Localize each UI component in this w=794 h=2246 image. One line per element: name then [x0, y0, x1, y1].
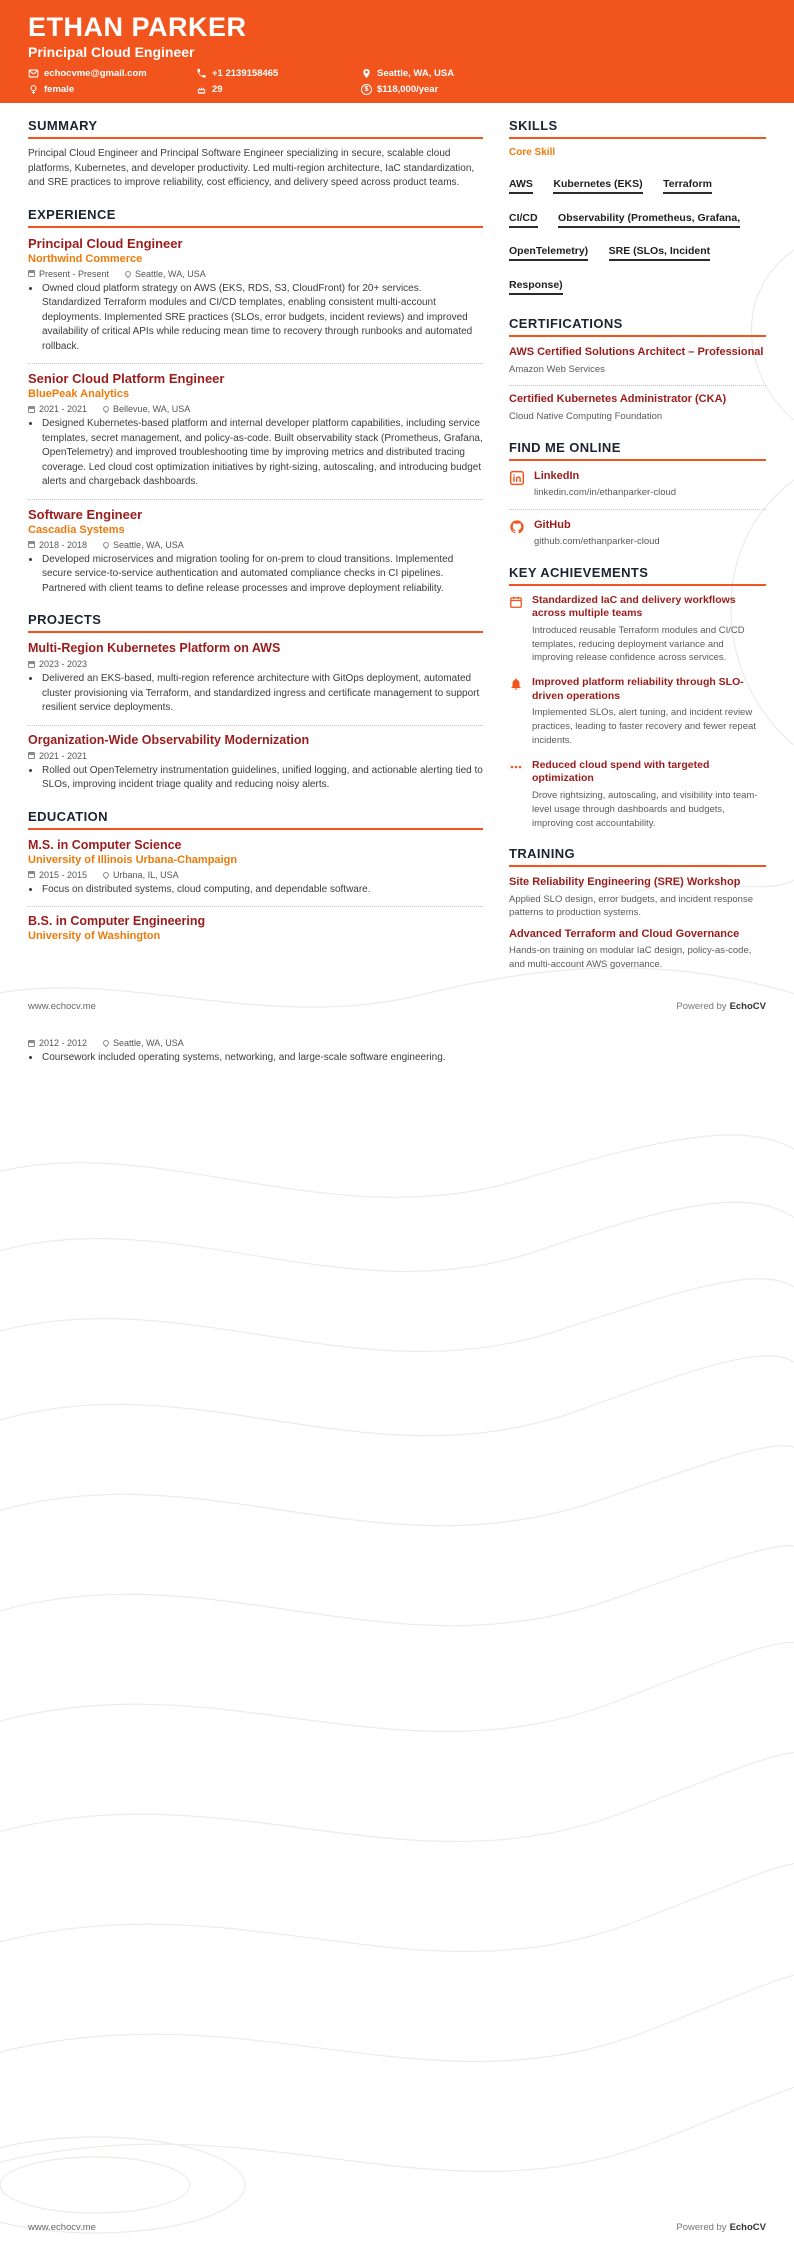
- social-link-text: [534, 469, 676, 500]
- right-column: [509, 118, 766, 979]
- contact-gender-value: female: [44, 83, 75, 95]
- certifications-heading: CERTIFICATIONS: [509, 316, 766, 337]
- project-item: [28, 733, 483, 793]
- education-dates: 2015 - 2015: [28, 870, 87, 880]
- job-meta: [28, 404, 483, 414]
- salary-icon: [361, 84, 372, 95]
- calendar-icon: [28, 661, 35, 668]
- job-title: Senior Cloud Platform Engineer: [28, 371, 225, 386]
- degree-title: B.S. in Computer Engineering: [28, 914, 206, 928]
- achievement-item: [509, 676, 766, 748]
- location-pin-icon: [102, 1039, 110, 1047]
- job-meta: [28, 540, 483, 550]
- job-bullet-list: [41, 417, 483, 490]
- project-bullet-list: [41, 672, 483, 716]
- project-bullet: • Rolled out OpenTelemetry instrumentation guidelines, unified logging, and actionable alerting tied to SLOs, improving incident triage quality and reducing noisy alerts.: [41, 764, 483, 793]
- education-continued: [0, 1038, 510, 1066]
- contact-age-value: 29: [212, 83, 223, 95]
- ellipsis-icon: [509, 760, 523, 774]
- calendar-icon: [28, 270, 35, 277]
- education-meta: [28, 870, 483, 880]
- github-icon: [509, 519, 525, 535]
- skill-group-label: Core Skill: [509, 147, 556, 158]
- contact-gender: [28, 84, 196, 95]
- contact-age: [196, 84, 361, 95]
- page-footer: [0, 1001, 794, 1012]
- achievement-item: [509, 594, 766, 666]
- footer-site-link[interactable]: www.echocv.me: [28, 2222, 96, 2233]
- achievement-body: [532, 594, 766, 666]
- footer-powered-label: Powered by: [676, 2222, 727, 2233]
- skill-tag: Observability (Prometheus, Grafana, OpenTelemetry): [509, 212, 740, 262]
- achievement-body: [532, 759, 766, 831]
- social-network-name: GitHub: [534, 518, 571, 531]
- training-item: [509, 875, 766, 920]
- job-location: Bellevue, WA, USA: [103, 404, 190, 414]
- left-column: [28, 118, 483, 979]
- project-bullet: • Delivered an EKS-based, multi-region reference architecture with GitOps deployment, automated cluster provisioning via Terraform, and standardized ingress and certificate management to support resilient service deployments.: [41, 672, 483, 716]
- projects-heading: PROJECTS: [28, 612, 483, 633]
- contact-email-value: echocvme@gmail.com: [44, 67, 147, 79]
- project-meta: [28, 751, 483, 761]
- training-heading: TRAINING: [509, 846, 766, 867]
- job-title: Principal Cloud Engineer: [28, 235, 183, 251]
- summary-heading: SUMMARY: [28, 118, 483, 139]
- education-item: [28, 914, 483, 942]
- footer-powered-label: Powered by: [676, 1001, 727, 1013]
- calendar-icon: [509, 595, 523, 609]
- training-name: Site Reliability Engineering (SRE) Workshop: [509, 876, 741, 889]
- project-item: [28, 641, 483, 716]
- footer-brand: EchoCV: [729, 1001, 766, 1013]
- social-link-item: [509, 518, 766, 549]
- achievement-title: Standardized IaC and delivery workflows across multiple teams: [532, 593, 736, 620]
- age-icon: [196, 84, 207, 95]
- job-title: Software Engineer: [28, 506, 143, 522]
- main-content: [0, 103, 794, 979]
- certification-name: Certified Kubernetes Administrator (CKA): [509, 393, 727, 406]
- location-pin-icon: [124, 269, 132, 277]
- location-pin-icon: [102, 405, 110, 413]
- social-link-url[interactable]: linkedin.com/in/ethanparker-cloud: [534, 486, 677, 498]
- training-text: Applied SLO design, error budgets, and incident response patterns to production systems.: [509, 893, 753, 919]
- company-name: Cascadia Systems: [28, 523, 125, 536]
- job-dates: 2021 - 2021: [28, 404, 87, 414]
- education-item: [28, 838, 483, 898]
- calendar-icon: [28, 752, 35, 759]
- job-dates: 2018 - 2018: [28, 540, 87, 550]
- experience-heading: EXPERIENCE: [28, 207, 483, 228]
- divider: [509, 385, 766, 386]
- summary-text: Principal Cloud Engineer and Principal Software Engineer specializing in secure, scalable cloud platforms, Kubernetes, and developer productivity. Led multi-region architecture, IaC standardization, and SRE practices to improve reliability, cost efficiency, and delivery speed across product teams.: [28, 148, 475, 188]
- contact-location: [361, 68, 766, 79]
- divider: [28, 725, 483, 726]
- divider: [28, 906, 483, 907]
- education-bullet: • Focus on distributed systems, cloud computing, and dependable software.: [41, 883, 483, 898]
- social-link-text: [534, 518, 660, 549]
- person-title: Principal Cloud Engineer: [28, 43, 195, 60]
- certification-name: AWS Certified Solutions Architect – Professional: [509, 346, 764, 359]
- project-bullet-list: [41, 764, 483, 793]
- footer-powered: [676, 2222, 766, 2233]
- contact-email: [28, 68, 196, 79]
- calendar-icon: [28, 406, 35, 413]
- social-network-name: LinkedIn: [534, 469, 580, 482]
- project-title: Organization-Wide Observability Modernization: [28, 732, 310, 747]
- header: [0, 0, 794, 103]
- email-icon: [28, 68, 39, 79]
- skill-tag: Terraform: [663, 178, 712, 194]
- job-bullet: • Developed microservices and migration tooling for on-prem to cloud transitions. Implemented secure service-to-service authentication and automated compliance checks in CI pipelines. Partnered with client teams to define release processes and improve deployment reliability.: [41, 553, 483, 597]
- education-location: Seattle, WA, USA: [103, 1038, 184, 1048]
- achievement-text: Implemented SLOs, alert tuning, and incident review practices, leading to faster recovery and fewer repeat incidents.: [532, 707, 756, 747]
- education-bullet-list: [41, 883, 483, 898]
- contact-salary: [361, 84, 766, 95]
- achievement-item: [509, 759, 766, 831]
- education-bullet-list: [41, 1051, 482, 1066]
- divider: [28, 363, 483, 364]
- skills-heading: SKILLS: [509, 118, 766, 139]
- contact-location-value: Seattle, WA, USA: [377, 67, 455, 79]
- location-pin-icon: [102, 870, 110, 878]
- bell-icon: [509, 677, 523, 691]
- social-link-item: [509, 469, 766, 500]
- skill-tag: CI/CD: [509, 212, 538, 228]
- footer-brand: EchoCV: [729, 2222, 766, 2233]
- key-achievements-heading: KEY ACHIEVEMENTS: [509, 565, 766, 586]
- school-name: University of Washington: [28, 930, 161, 942]
- footer-site-link[interactable]: www.echocv.me: [28, 1001, 96, 1013]
- education-bullet: • Coursework included operating systems, networking, and large-scale software engineering.: [41, 1051, 482, 1066]
- education-dates: 2012 - 2012: [28, 1038, 87, 1048]
- training-item: [509, 927, 766, 972]
- certification-item: [509, 345, 766, 376]
- skill-tag: AWS: [509, 178, 533, 194]
- experience-item: [28, 371, 483, 490]
- contact-salary-value: $118,000/year: [377, 83, 439, 95]
- project-meta: [28, 659, 483, 669]
- achievement-body: [532, 676, 766, 748]
- certification-item: [509, 392, 766, 423]
- job-location: Seattle, WA, USA: [125, 269, 206, 279]
- divider: [28, 499, 483, 500]
- job-bullet: • Owned cloud platform strategy on AWS (EKS, RDS, S3, CloudFront) for 20+ services. Standardized Terraform modules and CI/CD templates, enabling consistent multi-account deployments. Implemented SRE practices (SLOs, error budgets, incident reviews) and improved availability of critical APIs while reducing mean time to recovery through runbooks and automated rollback.: [41, 282, 483, 355]
- location-pin-icon: [102, 540, 110, 548]
- find-me-online-heading: FIND ME ONLINE: [509, 440, 766, 461]
- training-text: Hands-on training on modular IaC design, policy-as-code, and multi-account AWS governance.: [509, 945, 752, 971]
- project-title: Multi-Region Kubernetes Platform on AWS: [28, 641, 281, 655]
- certification-issuer: Cloud Native Computing Foundation: [509, 410, 663, 422]
- achievement-text: Drove rightsizing, autoscaling, and visibility into team-level usage through dashboards and budgets, improving cost accountability.: [532, 790, 758, 829]
- skill-tag: Kubernetes (EKS): [553, 178, 642, 194]
- experience-item: [28, 507, 483, 597]
- education-location: Urbana, IL, USA: [103, 870, 179, 880]
- location-icon: [361, 68, 372, 79]
- project-dates: 2021 - 2021: [28, 751, 87, 761]
- calendar-icon: [28, 871, 35, 878]
- phone-icon: [196, 68, 207, 79]
- training-name: Advanced Terraform and Cloud Governance: [509, 928, 740, 941]
- divider: [509, 509, 766, 510]
- page-footer-bottom: [0, 2222, 794, 2233]
- job-meta: [28, 269, 483, 279]
- achievement-title: Reduced cloud spend with targeted optimization: [532, 758, 710, 785]
- education-meta: [28, 1038, 482, 1048]
- footer-powered: [676, 1001, 766, 1012]
- job-bullet-list: [41, 282, 483, 355]
- experience-item: [28, 236, 483, 355]
- degree-title: M.S. in Computer Science: [28, 837, 182, 852]
- project-dates: 2023 - 2023: [28, 659, 87, 669]
- gender-icon: [28, 84, 39, 95]
- company-name: BluePeak Analytics: [28, 388, 130, 400]
- achievement-title: Improved platform reliability through SLO-driven operations: [532, 676, 744, 702]
- company-name: Northwind Commerce: [28, 252, 143, 265]
- social-link-url[interactable]: github.com/ethanparker-cloud: [534, 535, 660, 547]
- calendar-icon: [28, 541, 35, 548]
- achievement-text: Introduced reusable Terraform modules and CI/CD templates, reducing deployment variance and improving release confidence across services.: [532, 624, 745, 664]
- education-heading: EDUCATION: [28, 809, 483, 830]
- school-name: University of Illinois Urbana-Champaign: [28, 853, 238, 866]
- skill-tag: SRE (SLOs, Incident Response): [509, 245, 710, 295]
- linkedin-icon: [509, 470, 525, 486]
- contact-phone: [196, 68, 361, 79]
- job-location: Seattle, WA, USA: [103, 540, 184, 550]
- job-bullet-list: [41, 553, 483, 597]
- certification-issuer: Amazon Web Services: [509, 363, 605, 375]
- contact-phone-value: +1 2139158465: [212, 67, 279, 79]
- person-name: ETHAN PARKER: [28, 12, 247, 42]
- skill-tag-list: [509, 166, 766, 300]
- contact-list: [28, 68, 766, 95]
- calendar-icon: [28, 1040, 35, 1047]
- job-bullet: • Designed Kubernetes-based platform and internal developer platform capabilities, including service templates, secret management, and policy-as-code. Built observability stack (Prometheus, Grafana, OpenTelemetry) and improved troubleshooting time by improving metrics and distributed tracing coverage. Led cloud cost optimization initiatives by right-sizing, autoscaling, and introducing budget alerts and chargeback dashboards.: [41, 417, 483, 490]
- job-dates: Present - Present: [28, 269, 109, 279]
